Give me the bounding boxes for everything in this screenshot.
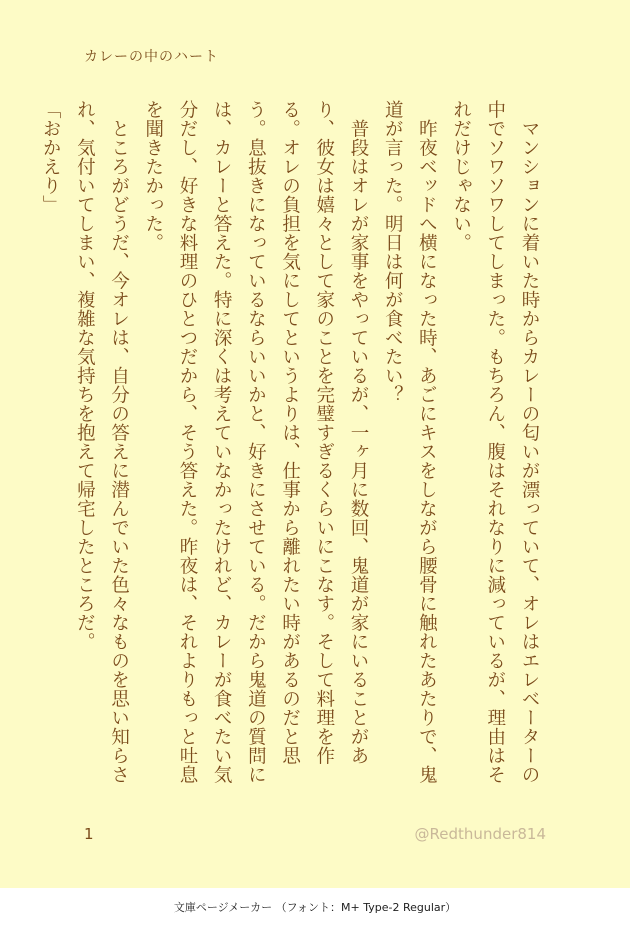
paragraph: 昨夜ベッドへ横になった時、あごにキスをしながら腰骨に触れたあたりで、鬼道が言った。明日は何が食べたい？ [382,100,438,784]
author-credit: @Redthunder814 [414,825,546,843]
paragraph: ところがどうだ、今オレは、自分の答えに潜んでいた色々なものを思い知らされ、気付いてしまい、複雑な気持ちを抱えて帰宅したところだ。 [74,100,130,784]
paragraph: 「おかえり」 [40,100,62,214]
paragraph: 普段はオレが家事をやっているが、一ヶ月に数回、鬼道が家にいることがあり、彼女は嬉々として家のことを完璧すぎるくらいにこなす。そして料理を作る。オレの負担を気にしてというよりは、仕事から離れたい時があるのだと思う。息抜きになっているならいいかと、好きにさせている。だから鬼道の質問には、カレーと答えた。特に深くは考えていなかったけれど、カレーが食べたい気分だし、好きな料理のひとつだから、そう答えた。昨夜は、それよりもっと吐息を聞きたかった。 [142,100,369,784]
paragraph: マンションに着いた時からカレーの匂いが漂っていて、オレはエレベーターの中でソワソワしてしまった。もちろん、腹はそれなりに減っているが、理由はそれだけじゃない。 [450,100,540,784]
vertical-body-text [40,100,546,800]
page-number: 1 [84,825,94,843]
page-title: カレーの中のハート [84,49,219,65]
footer-caption: 文庫ページメーカー （フォント：M+ Type-2 Regular） [0,888,630,928]
